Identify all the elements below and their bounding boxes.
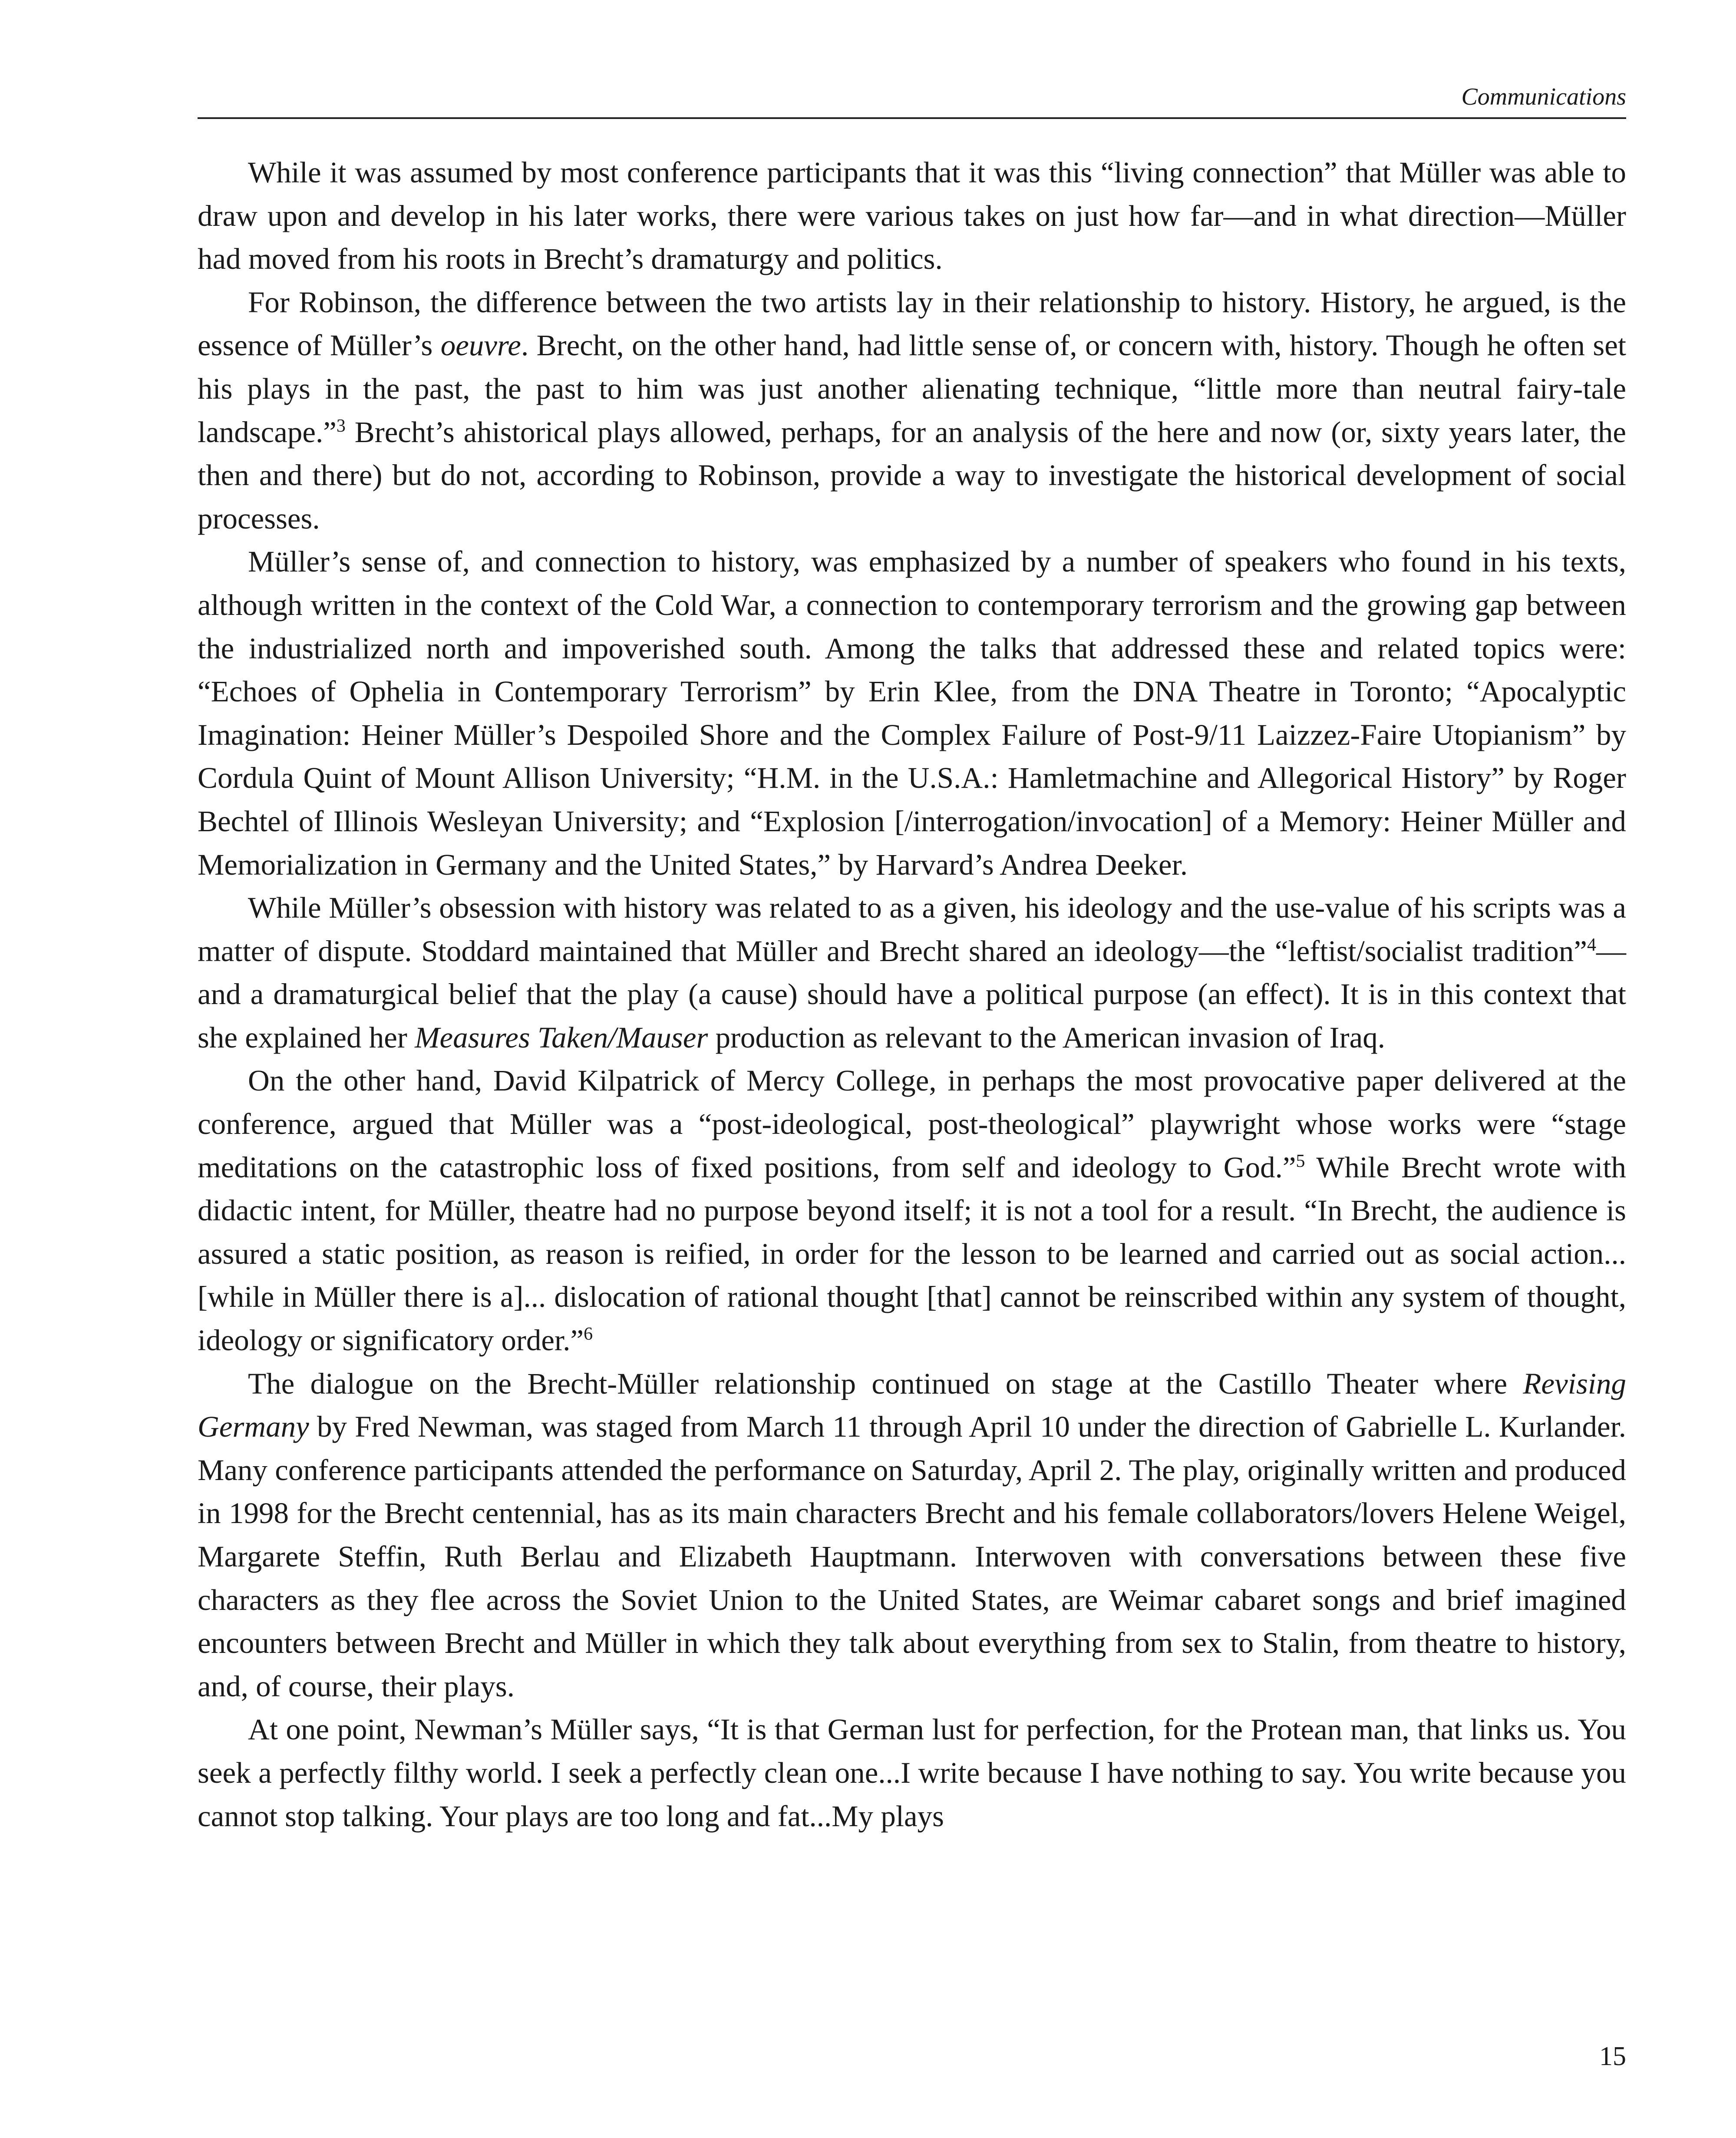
- paragraph-5-text-a: On the other hand, David Kilpatrick of Mercy College, in perhaps the most provocative paper delivered at the conference, argued that Müller was a “post-ideological, post-theological” playwright whose works were “stage meditations on the catastrophic loss of fixed positions, from self and ideology to God.”: [198, 1064, 1626, 1184]
- paragraph-4-text-b: — and a dramaturgical belief that the play (a cause) should have a political purpose (an effect). It is in this context that she explained her: [198, 934, 1626, 1054]
- italic-measures-taken: Measures Taken/Mauser: [415, 1021, 708, 1054]
- paragraph-2-text-a: For Robinson, the difference between the two artists lay in their relationship to history. History, he argued, is the essence of Müller’s: [198, 285, 1626, 362]
- paragraph-5-text-b: While Brecht wrote with didactic intent, for Müller, theatre had no purpose beyond itself; it is not a tool for a result. “In Brecht, the audience is assured a static position, as reason is reified, in order for the lesson to be learned and carried out as social action...[while in Müller there is a]... dislocation of rational thought [that] cannot be reinscribed within any system of thought, ideology or significatory order.”: [198, 1150, 1626, 1357]
- paragraph-6-text-a: The dialogue on the Brecht-Müller relationship continued on stage at the Castillo Theater where: [248, 1367, 1523, 1400]
- paragraph-4-text-c: production as relevant to the American invasion of Iraq.: [708, 1021, 1385, 1054]
- italic-oeuvre: oeuvre: [440, 329, 521, 362]
- running-head: Communications: [1461, 83, 1626, 110]
- article-body: [198, 151, 1626, 1838]
- footnote-ref-5: 5: [1296, 1151, 1305, 1171]
- paragraph-5: [198, 1059, 1626, 1362]
- paragraph-6-text-b: by Fred Newman, was staged from March 11 through April 10 under the direction of Gabrielle L. Kurlander. Many conference participants attended the performance on Saturday, April 2. The play, originally written and produced in 1998 for the Brecht centennial, has as its main characters Brecht and his female collaborators/lovers Helene Weigel, Margarete Steffin, Ruth Berlau and Elizabeth Hauptmann. Interwoven with conversations between these five characters as they flee across the Soviet Union to the United States, are Weimar cabaret songs and brief imagined encounters between Brecht and Müller in which they talk about everything from sex to Stalin, from theatre to history, and, of course, their plays.: [198, 1410, 1626, 1703]
- italic-revising-germany: Revising Germany: [198, 1367, 1626, 1444]
- page-number: 15: [1599, 2042, 1626, 2071]
- footnote-ref-4: 4: [1587, 935, 1596, 955]
- paragraph-3: Müller’s sense of, and connection to history, was emphasized by a number of speakers who found in his texts, although written in the context of the Cold War, a connection to contemporary terrorism and the growing gap between the industrialized north and impoverished south. Among the talks that addressed these and related topics were: “Echoes of Ophelia in Contemporary Terrorism” by Erin Klee, from the DNA Theatre in Toronto; “Apocalyptic Imagination: Heiner Müller’s Despoiled Shore and the Complex Failure of Post-9/11 Laizzez-Faire Utopianism” by Cordula Quint of Mount Allison University; “H.M. in the U.S.A.: Hamletmachine and Allegorical History” by Roger Bechtel of Illinois Wesleyan University; and “Explosion [/interrogation/invocation] of a Memory: Heiner Müller and Memorialization in Germany and the United States,” by Harvard’s Andrea Deeker.: [198, 545, 1626, 881]
- footnote-ref-6: 6: [584, 1324, 593, 1345]
- header-rule: [198, 117, 1626, 119]
- paragraph-1: While it was assumed by most conference participants that it was this “living connection” that Müller was able to draw upon and develop in his later works, there were various takes on just how far—and in what direction—Müller had moved from his roots in Brecht’s dramaturgy and politics.: [198, 156, 1626, 276]
- paragraph-2-text-c: Brecht’s ahistorical plays allowed, perhaps, for an analysis of the here and now (or, sixty years later, the then and there) but do not, according to Robinson, provide a way to investigate the historical development of social processes.: [198, 415, 1626, 535]
- paragraph-7: At one point, Newman’s Müller says, “It is that German lust for perfection, for the Protean man, that links us. You seek a perfectly filthy world. I seek a perfectly clean one...I write because I have nothing to say. You write because you cannot stop talking. Your plays are too long and fat...My plays: [198, 1713, 1626, 1833]
- paragraph-4-text-a: While Müller’s obsession with history was related to as a given, his ideology and the use-value of his scripts was a matter of dispute. Stoddard maintained that Müller and Brecht shared an ideology—the “leftist/socialist tradition”: [198, 891, 1626, 968]
- paragraph-2-text-b: . Brecht, on the other hand, had little sense of, or concern with, history. Though he often set his plays in the past, the past to him was just another alienating technique, “little more than neutral fairy-tale landscape.”: [198, 329, 1627, 449]
- paragraph-2: [198, 281, 1626, 541]
- paragraph-4: [198, 886, 1626, 1059]
- footnote-ref-3: 3: [336, 416, 346, 436]
- paragraph-6: [198, 1362, 1626, 1708]
